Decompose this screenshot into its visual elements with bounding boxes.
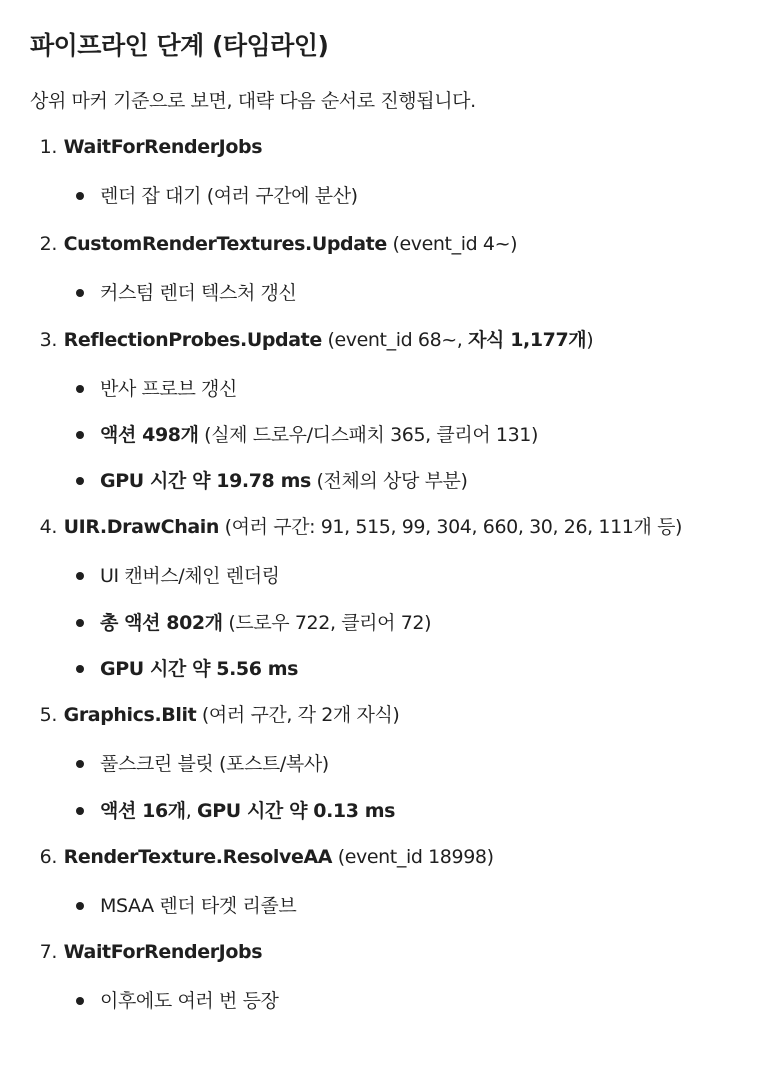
bullet-icon [76, 619, 84, 627]
step-detail-list [30, 562, 682, 701]
detail-strong: GPU 시간 약 5.56 ms [100, 658, 299, 681]
detail-strong: 액션 498개 [100, 423, 199, 446]
detail-text: MSAA 렌더 타겟 리졸브 [100, 894, 297, 917]
bullet-icon [76, 385, 84, 393]
bullet-icon [76, 572, 84, 580]
detail-strong-2: GPU 시간 약 0.13 ms [197, 799, 396, 822]
list-item [30, 279, 682, 325]
list-item [30, 421, 682, 467]
detail-text: , [185, 799, 197, 822]
step-heading [30, 230, 682, 279]
step-name: CustomRenderTextures.Update [63, 233, 387, 256]
bullet-icon [76, 431, 84, 439]
step-heading [30, 843, 682, 892]
step-detail-list [30, 279, 682, 325]
step-detail-list [30, 375, 682, 514]
step-heading [30, 326, 682, 375]
bullet-icon [76, 807, 84, 815]
pipeline-step [30, 701, 682, 843]
pipeline-step [30, 938, 682, 1033]
step-detail-list [30, 987, 682, 1033]
step-heading [30, 133, 682, 182]
list-item [30, 467, 682, 513]
list-item [30, 375, 682, 421]
bullet-icon [76, 192, 84, 200]
detail-strong: 액션 16개 [100, 799, 186, 822]
step-note: (여러 구간: 91, 515, 99, 304, 660, 30, 26, 111개 등) [219, 516, 683, 539]
detail-text: UI 캔버스/체인 렌더링 [100, 565, 280, 588]
pipeline-step [30, 843, 682, 938]
list-item [30, 655, 682, 701]
detail-text: 이후에도 여러 번 등장 [100, 990, 279, 1013]
step-note: (event_id 4~) [386, 233, 518, 256]
list-item [30, 750, 682, 796]
list-item [30, 562, 682, 608]
list-item [30, 182, 682, 228]
pipeline-step [30, 133, 682, 228]
step-number: 2. [39, 233, 57, 256]
step-note: (event_id 68~, [321, 328, 469, 351]
detail-text: (전체의 상당 부분) [310, 470, 468, 493]
step-detail-list [30, 182, 682, 228]
list-item [30, 609, 682, 655]
step-note-end: ) [586, 328, 594, 351]
detail-text: 풀스크린 블릿 (포스트/복사) [100, 753, 329, 776]
step-detail-list [30, 892, 682, 938]
step-name: UIR.DrawChain [63, 516, 219, 539]
step-note-strong: 자식 1,177개 [468, 328, 587, 351]
detail-text: 반사 프로브 갱신 [100, 377, 237, 400]
step-note: (event_id 18998) [332, 845, 494, 868]
step-heading [30, 513, 682, 562]
bullet-icon [76, 477, 84, 485]
list-item [30, 892, 682, 938]
step-heading [30, 938, 682, 987]
page-title: 파이프라인 단계 (타임라인) [30, 31, 329, 60]
detail-text: 커스텀 렌더 텍스처 갱신 [100, 282, 297, 305]
detail-strong: 총 액션 802개 [100, 611, 223, 634]
detail-text: (실제 드로우/디스패치 365, 클리어 131) [198, 423, 538, 446]
step-number: 3. [39, 328, 57, 351]
pipeline-step-list [30, 133, 682, 1034]
detail-strong: GPU 시간 약 19.78 ms [100, 470, 311, 493]
pipeline-step [30, 326, 682, 514]
step-name: ReflectionProbes.Update [63, 328, 322, 351]
pipeline-step [30, 513, 682, 701]
step-name: WaitForRenderJobs [63, 136, 263, 158]
intro-paragraph: 상위 마커 기준으로 보면, 대략 다음 순서로 진행됩니다. [30, 90, 476, 112]
step-number: 6. [39, 845, 57, 868]
step-note: (여러 구간, 각 2개 자식) [196, 704, 400, 727]
bullet-icon [76, 665, 84, 673]
step-name: Graphics.Blit [63, 704, 197, 727]
step-detail-list [30, 750, 682, 843]
bullet-icon [76, 902, 84, 910]
step-number: 7. [39, 941, 57, 964]
detail-text: (드로우 722, 클리어 72) [222, 611, 432, 634]
list-item [30, 797, 682, 843]
detail-text: 렌더 잡 대기 (여러 구간에 분산) [100, 185, 358, 207]
pipeline-step [30, 230, 682, 325]
step-number: 5. [39, 704, 57, 727]
step-number: 1. [39, 136, 57, 158]
list-item [30, 987, 682, 1033]
step-name: RenderTexture.ResolveAA [63, 845, 333, 868]
step-name: WaitForRenderJobs [63, 941, 263, 964]
bullet-icon [76, 289, 84, 297]
bullet-icon [76, 997, 84, 1005]
step-number: 4. [39, 516, 57, 539]
step-heading [30, 701, 682, 750]
bullet-icon [76, 760, 84, 768]
